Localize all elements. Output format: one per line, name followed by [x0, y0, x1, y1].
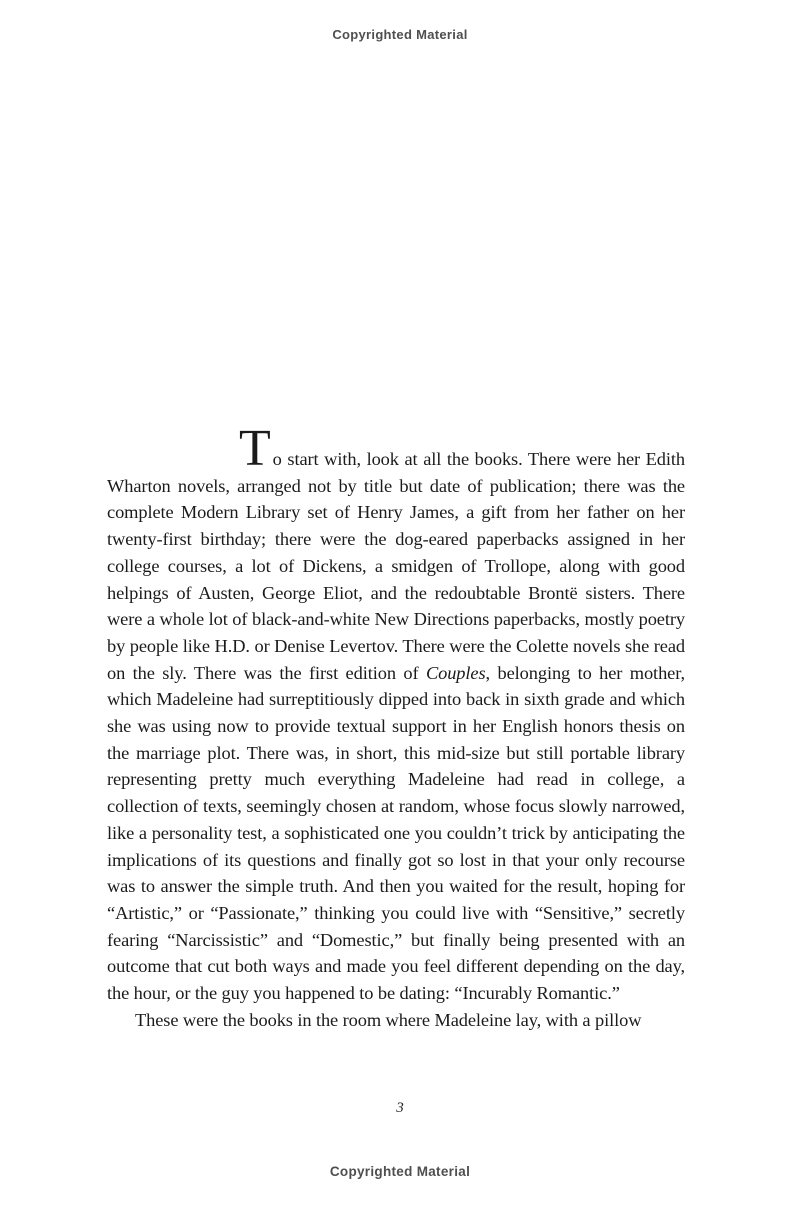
opening-paragraph	[107, 420, 686, 1007]
drop-cap-initial: T	[239, 420, 271, 477]
book-title-couples: Couples	[425, 662, 486, 683]
second-paragraph: These were the books in the room where Madeleine lay, with a pillow	[135, 1009, 642, 1030]
text-block	[107, 420, 686, 1033]
paragraph1-text-1: o start with, look at all the books. There were her Edith Wharton novels, arranged not by title but date of publication; there was the complete Modern Library set of Henry James, a gift from her father on her twenty-first birthday; there were the dog-eared paperbacks assigned in her college courses, a lot of Dickens, a smidgen of Trollope, along with good helpings of Austen, George Eliot, and the redoubtable Brontë sisters. There were a whole lot of black-and-white New Directions paperbacks, mostly poetry by people like H.D. or Denise Levertov. There were the Colette novels she read on the sly. There was the first edition of	[107, 449, 685, 683]
paragraph1-text-2: , belonging to her mother, which Madeleine had surreptitiously dipped into back in sixth grade and which she was using now to provide textual support in her English honors thesis on the marriage plot. There was, in short, this mid-size but still portable library representing pretty much everything Madeleine had read in college, a collection of texts, seemingly chosen at random, whose focus slowly narrowed, like a personality test, a sophisticated one you couldn’t trick by anticipating the implications of its questions and finally got so lost in that your only recourse was to answer the simple truth. And then you waited for the result, hoping for “Artistic,” or “Passionate,” thinking you could live with “Sensitive,” secretly fearing “Narcissistic” and “Domestic,” but finally being presented with an outcome that cut both ways and made you feel different depending on the day, the hour, or the guy you happened to be dating: “Incurably Romantic.”	[107, 662, 686, 1004]
copyright-header: Copyrighted Material	[332, 27, 468, 42]
page-number: 3	[396, 1100, 404, 1116]
copyright-footer: Copyrighted Material	[329, 1164, 471, 1179]
